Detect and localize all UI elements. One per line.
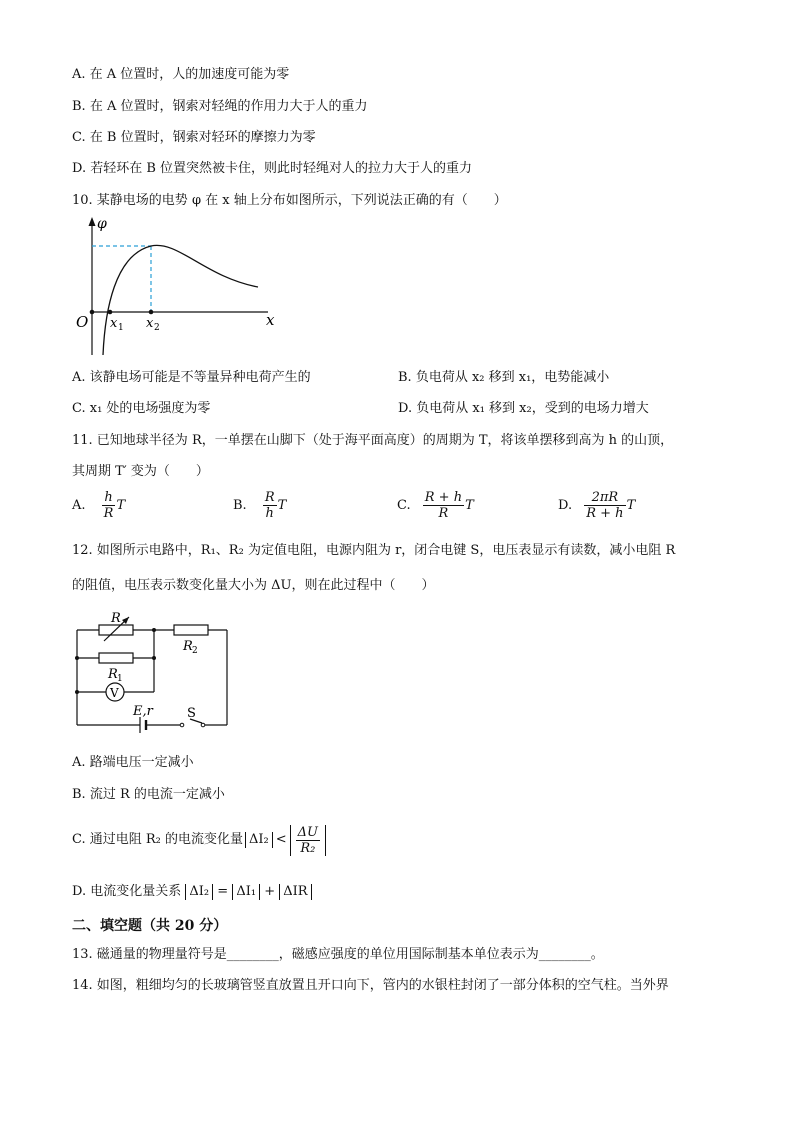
x2-label: x [146, 316, 154, 331]
q12-option-c: C. 通过电阻 R₂ 的电流变化量 ΔI₂ < $\frac{\Delta U}{\text{R₂}}$ [72, 818, 326, 862]
q12-option-b: B. 流过 R 的电流一定减小 [72, 787, 225, 802]
x-axis-label: x [266, 311, 275, 329]
q12-option-a: A. 路端电压一定减小 [72, 755, 194, 770]
resistor-r-label: R [111, 611, 121, 626]
q11-stem-line2: 其周期 T′ 变为（ ） [72, 464, 209, 479]
resistor-r1-sub: 1 [117, 674, 123, 684]
q12-option-d: D. 电流变化量关系 ΔI₂ = ΔI₁ + ΔIR [72, 883, 312, 901]
q10-option-d: D. 负电荷从 x₁ 移到 x₂，受到的电场力增大 [398, 401, 649, 416]
q9-option-d: D. 若轻环在 B 位置突然被卡住，则此时轻绳对人的拉力大于人的重力 [72, 161, 473, 176]
q10-option-a: A. 该静电场可能是不等量异种电荷产生的 [72, 370, 311, 385]
q11-option-d: D. $\frac{2\pi R}{R + h}$ T [558, 490, 636, 521]
q10-option-c: C. x₁ 处的电场强度为零 [72, 401, 211, 416]
q9-option-c: C. 在 B 位置时，钢索对轻环的摩擦力为零 [72, 130, 316, 145]
circuit-diagram [70, 608, 235, 733]
x1-label: x [110, 316, 118, 331]
q11-option-b: B. $\frac{R}{h}$ T [233, 490, 287, 521]
x1-sub: 1 [118, 323, 124, 333]
q12-stem-line2: 的阻值，电压表示数变化量大小为 ΔU，则在此过程中（ ） [72, 578, 435, 593]
q11-option-c: C. $\frac{R + h}{R}$ T [397, 490, 474, 521]
q9-option-a: A. 在 A 位置时，人的加速度可能为零 [72, 67, 290, 82]
battery-label: E,r [133, 704, 153, 719]
q11-stem-line1: 11. 已知地球半径为 R，一单摆在山脚下（处于海平面高度）的周期为 T，将该单摆移到高为 h 的山顶， [72, 433, 674, 448]
section-heading: 二、填空题（共 20 分） [72, 918, 228, 934]
resistor-r2-label: R [183, 639, 193, 654]
voltmeter-label: V [110, 686, 119, 700]
y-axis-label: φ [97, 216, 107, 232]
q9-option-b: B. 在 A 位置时，钢索对轻绳的作用力大于人的重力 [72, 99, 368, 114]
x2-sub: 2 [154, 323, 160, 333]
q10-stem: 10. 某静电场的电势 φ 在 x 轴上分布如图所示，下列说法正确的有（ ） [72, 193, 507, 208]
q10-option-b: B. 负电荷从 x₂ 移到 x₁，电势能减小 [398, 370, 610, 385]
q14-text: 14. 如图，粗细均匀的长玻璃管竖直放置且开口向下，管内的水银柱封闭了一部分体积的空气柱。当外界 [72, 978, 669, 993]
potential-graph [70, 215, 285, 360]
q11-option-a: A. $\frac{h}{R}$ T [72, 490, 126, 521]
resistor-r1-label: R [108, 667, 118, 682]
origin-label: O [76, 313, 89, 331]
q13-text: 13. 磁通量的物理量符号是________，磁感应强度的单位用国际制基本单位表示为________。 [72, 947, 604, 962]
resistor-r2-sub: 2 [192, 646, 198, 656]
switch-label: S [187, 706, 196, 721]
q12-stem-line1: 12. 如图所示电路中，R₁、R₂ 为定值电阻，电源内阻为 r，闭合电键 S，电压表显示有读数，减小电阻 R [72, 543, 676, 558]
